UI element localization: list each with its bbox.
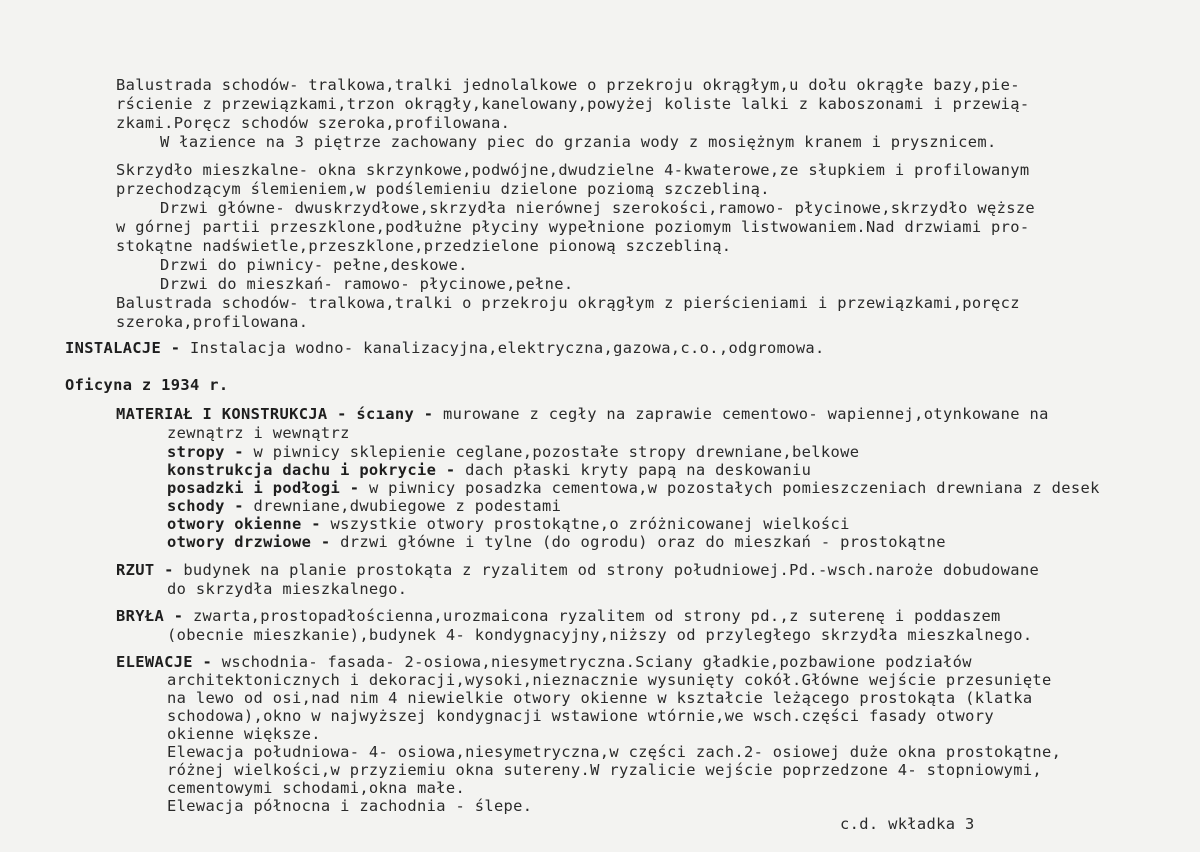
text-line: w górnej partii przeszklone,podłużne płyciny wypełnione poziomym listwowaniem.Nad drzwiami pro- bbox=[116, 218, 1030, 236]
section-instalacje: INSTALACJE - Instalacja wodno- kanalizacyjna,elektryczna,gazowa,c.o.,odgromowa. bbox=[65, 339, 825, 357]
subheading: stropy - bbox=[167, 443, 254, 461]
text-line: Drzwi do mieszkań- ramowo- płycinowe,pełne. bbox=[160, 275, 574, 293]
subheading: schody - bbox=[167, 497, 254, 515]
text-line: na lewo od osi,nad nim 4 niewielkie otwory okienne w kształcie leżącego prostokąta (klatka bbox=[167, 689, 1033, 707]
text-line: Elewacja północna i zachodnia - ślepe. bbox=[167, 797, 533, 815]
subheading: otwory okienne - bbox=[167, 515, 331, 533]
section-material: MATERIAŁ I KONSTRUKCJA - ścıany - murowane z cegły na zaprawie cementowo- wapiennej,otynkowane na bbox=[116, 405, 1049, 423]
section-heading: RZUT - bbox=[116, 561, 184, 579]
text-line: Drzwi główne- dwuskrzydłowe,skrzydła nierównej szerokości,ramowo- płycinowe,skrzydło węższe bbox=[160, 199, 1036, 217]
section-heading: BRYŁA - bbox=[116, 607, 193, 625]
section-heading: MATERIAŁ I KONSTRUKCJA - ścıany - bbox=[116, 405, 443, 423]
text-line: (obecnie mieszkanie),budynek 4- kondygnacyjny,niższy od przyległego skrzydła mieszkalnego. bbox=[167, 626, 1033, 644]
text-line: szeroka,profilowana. bbox=[116, 313, 309, 331]
text-line: Drzwi do piwnicy- pełne,deskowe. bbox=[160, 256, 468, 274]
text-line: otwory drzwiowe - drzwi główne i tylne (do ogrodu) oraz do mieszkań - prostokątne bbox=[167, 533, 946, 551]
text-line: do skrzydła mieszkalnego. bbox=[167, 580, 408, 598]
text-line: zewnątrz i wewnątrz bbox=[167, 424, 350, 442]
section-rzut: RZUT - budynek na planie prostokąta z ryzalitem od strony południowej.Pd.-wsch.naroże dobudowane bbox=[116, 561, 1040, 579]
section-heading: INSTALACJE - bbox=[65, 339, 191, 357]
text-line: Balustrada schodów- tralkowa,tralki o przekroju okrągłym z pierścieniami i przewiązkami,poręcz bbox=[116, 294, 1020, 312]
section-bryla: BRYŁA - zwarta,prostopadłościenna,urozmaicona ryzalitem od strony pd.,z suterenę i poddaszem bbox=[116, 607, 1001, 625]
subheading: konstrukcja dachu i pokrycie - bbox=[167, 461, 466, 479]
section-elewacje: ELEWACJE - wschodnia- fasada- 2-osiowa,niesymetryczna.Sciany gładkie,pozbawione podziałów bbox=[116, 653, 972, 671]
text-line: zkami.Poręcz schodów szeroka,profilowana. bbox=[116, 114, 511, 132]
text-line: W łazience na 3 piętrze zachowany piec do grzania wody z mosiężnym kranem i prysznicem. bbox=[160, 133, 997, 151]
text-line: architektonicznych i dekoracji,wysoki,nieznacznie wysunięty cokół.Główne wejście przesunięte bbox=[167, 671, 1052, 689]
section-heading-oficyna: Oficyna z 1934 r. bbox=[65, 376, 229, 394]
section-heading: ELEWACJE - bbox=[116, 653, 222, 671]
text-line: Elewacja południowa- 4- osiowa,niesymetryczna,w części zach.2- osiowej duże okna prostokątne, bbox=[167, 743, 1062, 761]
continuation-note: c.d. wkładka 3 bbox=[840, 815, 975, 833]
text-line: stropy - w piwnicy sklepienie ceglane,pozostałe stropy drewniane,belkowe bbox=[167, 443, 860, 461]
text-line: okienne większe. bbox=[167, 725, 321, 743]
text-line: konstrukcja dachu i pokrycie - dach płaski kryty papą na deskowaniu bbox=[167, 461, 812, 479]
text-line: Balustrada schodów- tralkowa,tralki jednolalkowe o przekroju okrągłym,u dołu okrągłe bazy,pie- bbox=[116, 76, 1020, 94]
text-line: otwory okienne - wszystkie otwory prostokątne,o zróżnicowanej wielkości bbox=[167, 515, 850, 533]
text-line: cementowymi schodami,okna małe. bbox=[167, 779, 466, 797]
text-line: Skrzydło mieszkalne- okna skrzynkowe,podwójne,dwudzielne 4-kwaterowe,ze słupkiem i profilowanym bbox=[116, 161, 1030, 179]
text-line: różnej wielkości,w przyziemiu okna sutereny.W ryzalicie wejście poprzedzone 4- stopniowymi, bbox=[167, 761, 1043, 779]
text-line: posadzki i podłogi - w piwnicy posadzka cementowa,w pozostałych pomieszczeniach drewniana z desek bbox=[167, 479, 1100, 497]
subheading: posadzki i podłogi - bbox=[167, 479, 369, 497]
text-line: schody - drewniane,dwubiegowe z podestami bbox=[167, 497, 562, 515]
text-line: przechodzącym ślemieniem,w podślemieniu dzielone poziomą szczebliną. bbox=[116, 180, 770, 198]
text-line: rścienie z przewiązkami,trzon okrągły,kanelowany,powyżej koliste lalki z kaboszonami i przewią- bbox=[116, 95, 1030, 113]
text-line: schodowa),okno w najwyższej kondygnacji wstawione wtórnie,we wsch.części fasady otwory bbox=[167, 707, 994, 725]
subheading: otwory drzwiowe - bbox=[167, 533, 341, 551]
text-line: stokątne nadświetle,przeszklone,przedzielone pionową szczebliną. bbox=[116, 237, 732, 255]
